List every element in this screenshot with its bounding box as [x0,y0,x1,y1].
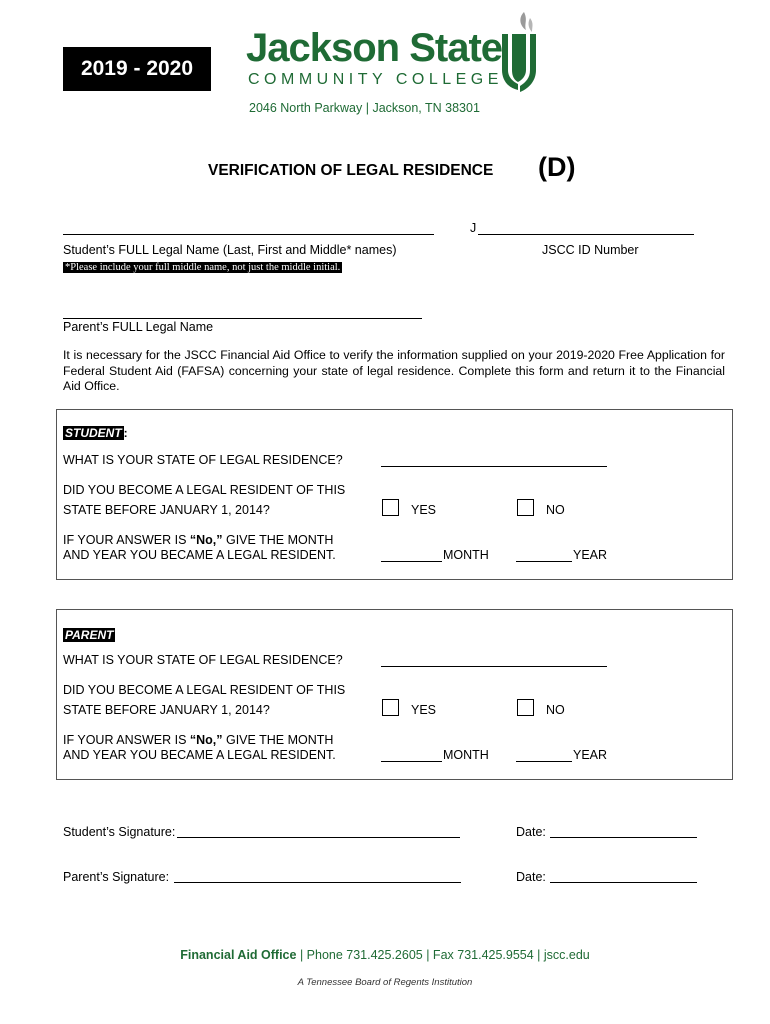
parent-no-label: NO [546,703,565,717]
student-no-label: NO [546,503,565,517]
parent-no-checkbox[interactable] [517,699,534,716]
student-yes-label: YES [411,503,437,517]
footer-contact-details: | Phone 731.425.2605 | Fax 731.425.9554 | jscc.edu [296,948,590,962]
parent-name-field[interactable] [63,306,422,319]
student-date-label: Date: [516,825,546,839]
parent-state-field[interactable] [381,654,607,667]
school-year-badge: 2019 - 2020 [63,47,211,91]
parent-before-question-line2: STATE BEFORE JANUARY 1, 2014? [63,703,270,717]
student-date-field[interactable] [550,825,697,838]
student-signature-field[interactable] [177,825,460,838]
form-code: (D) [538,152,576,182]
student-month-question-line1: IF YOUR ANSWER IS “No,” GIVE THE MONTH [63,533,334,547]
parent-yes-checkbox[interactable] [382,699,399,716]
student-before-question-line2: STATE BEFORE JANUARY 1, 2014? [63,503,270,517]
parent-signature-label: Parent’s Signature: [63,870,170,884]
footer-tagline: A Tennessee Board of Regents Institution [297,977,473,988]
student-no-checkbox[interactable] [517,499,534,516]
instructions-paragraph: It is necessary for the JSCC Financial Aid Office to verify the information supplied on your 2019-2020 Free Application for Federal Student Aid (FAFSA) concerning your state of legal residence. Complete this form and return it to the Financial Aid Office. [63,348,725,393]
college-logo-subtitle: COMMUNITY COLLEGE [248,71,503,88]
parent-state-question: WHAT IS YOUR STATE OF LEGAL RESIDENCE? [63,653,343,667]
student-state-field[interactable] [381,454,607,467]
college-logo-name: Jackson State [246,26,503,70]
college-address: 2046 North Parkway | Jackson, TN 38301 [249,101,480,115]
parent-month-question-line2: AND YEAR YOU BECAME A LEGAL RESIDENT. [63,748,336,762]
student-signature-label: Student’s Signature: [63,825,176,839]
student-section-header [63,426,128,440]
footer-office: Financial Aid Office [180,948,297,962]
student-month-field[interactable] [381,549,442,562]
student-state-question: WHAT IS YOUR STATE OF LEGAL RESIDENCE? [63,453,343,467]
student-year-label: YEAR [573,548,608,562]
parent-before-question-line1: DID YOU BECOME A LEGAL RESIDENT OF THIS [63,683,346,697]
parent-date-field[interactable] [550,870,697,883]
student-name-label: Student’s FULL Legal Name (Last, First and Middle* names) [63,243,397,257]
student-section-colon: : [123,426,128,440]
parent-year-label: YEAR [573,748,608,762]
student-yes-checkbox[interactable] [382,499,399,516]
student-section-tag: STUDENT [65,426,122,440]
student-month-label: MONTH [443,548,489,562]
parent-year-field[interactable] [516,749,572,762]
student-year-field[interactable] [516,549,572,562]
jscc-id-field[interactable] [478,222,694,235]
parent-name-label: Parent’s FULL Legal Name [63,320,214,334]
student-month-question-line2: AND YEAR YOU BECAME A LEGAL RESIDENT. [63,548,336,562]
jscc-id-label: JSCC ID Number [542,243,639,257]
parent-month-field[interactable] [381,749,442,762]
parent-yes-label: YES [411,703,437,717]
parent-month-question-line1: IF YOUR ANSWER IS “No,” GIVE THE MONTH [63,733,334,747]
footer-contact [0,948,770,962]
torch-logo-icon [494,8,544,96]
id-prefix: J [470,221,477,235]
parent-signature-field[interactable] [174,870,461,883]
parent-date-label: Date: [516,870,546,884]
form-title: VERIFICATION OF LEGAL RESIDENCE [208,162,494,179]
parent-section-tag: PARENT [65,628,114,642]
parent-section-header [63,626,115,644]
middle-name-note: *Please include your full middle name, not just the middle initial. [65,262,341,273]
parent-month-label: MONTH [443,748,489,762]
student-name-field[interactable] [63,222,434,235]
student-before-question-line1: DID YOU BECOME A LEGAL RESIDENT OF THIS [63,483,346,497]
